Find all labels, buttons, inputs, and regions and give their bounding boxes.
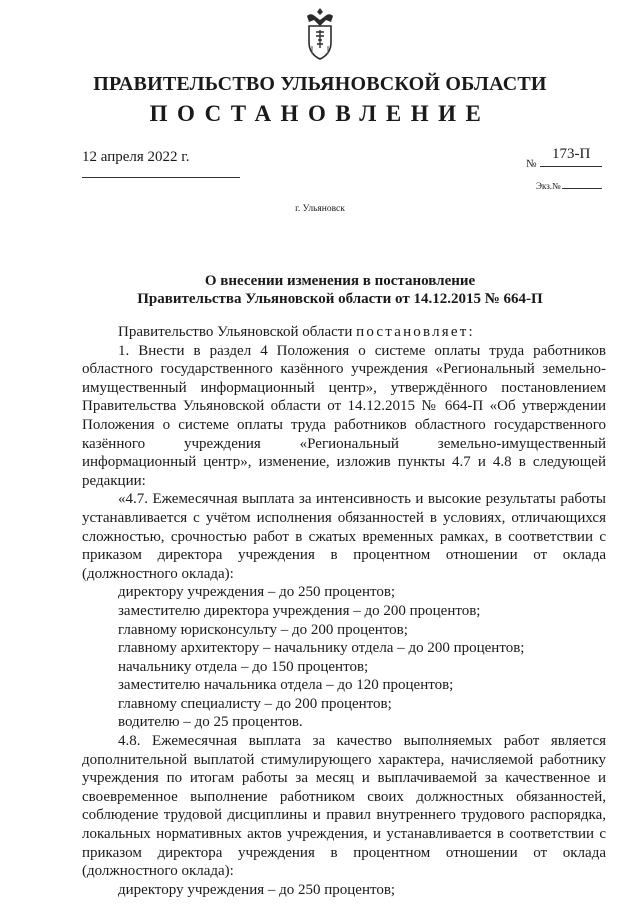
city-name: г. Ульяновск: [295, 204, 345, 214]
number-underline: [540, 166, 602, 167]
copy-number: [536, 181, 602, 191]
intro-paragraph: [82, 323, 606, 342]
list-item: заместителю начальника отдела – до 120 процентов;: [118, 677, 454, 694]
list-item: директору учреждения – до 250 процентов;: [118, 584, 396, 601]
list-item: водителю – до 25 процентов.: [118, 714, 303, 731]
document-body: [82, 323, 606, 899]
government-name: ПРАВИТЕЛЬСТВО УЛЬЯНОВСКОЙ ОБЛАСТИ: [93, 73, 547, 95]
intro-keyword: постановляет: [356, 324, 469, 340]
intro-prefix: Правительство Ульяновской области: [118, 324, 357, 340]
document-type: ПОСТАНОВЛЕНИЕ: [149, 101, 491, 126]
paragraph-4-7: «4.7. Ежемесячная выплата за интенсивность и высокие результаты работы устанавливается с учётом исполнения обязанностей в условиях, отличающихся сложностью, срочностью работ в сжатых временных рамках, в соответствии с приказом директора учреждения в процентном отношении от оклада (должностного оклада):: [82, 491, 606, 582]
paragraph-4-8: 4.8. Ежемесячная выплата за качество выполняемых работ является дополнительной выплатой стимулирующего характера, начисляемой работнику учреждения по итогам работы за месяц и выплачиваемой за качественное и своевременное выполнение работником своих должностных обязанностей, соблюдение трудовой дисциплины и правил внутреннего трудового распорядка, локальных нормативных актов учреждения, и устанавливается в соответствии с приказом директора учреждения в процентном отношении от оклада (должностного оклада):: [82, 733, 606, 880]
title-line-1: О внесении изменения в постановление: [204, 273, 476, 289]
list-item: главному специалисту – до 200 процентов;: [118, 695, 392, 712]
intro-suffix: :: [468, 324, 473, 340]
list-item: главному юрисконсульту – до 200 процентов;: [118, 621, 408, 638]
copy-underline: [562, 188, 602, 189]
number-label: №: [526, 158, 537, 170]
list-item: начальнику отдела – до 150 процентов;: [118, 658, 369, 675]
list-item: директору учреждения – до 250 процентов;: [118, 881, 396, 898]
list-item: заместителю директора учреждения – до 200 процентов;: [118, 602, 481, 619]
title-line-2: Правительства Ульяновской области от 14.12.2015 № 664-П: [137, 290, 543, 307]
coat-of-arms-icon: [301, 6, 339, 62]
paragraph-1: 1. Внести в раздел 4 Положения о системе оплаты труда работников областного государственного казённого учреждения «Региональный земельно-имущественный информационный центр», утверждённого постановлением Правительства Ульяновской области от 14.12.2015 № 664-П «Об утверждении Положения о системе оплаты труда работников областного государственного казённого учреждения «Региональный земельно-имущественный информационный центр», изменение, изложив пункты 4.7 и 4.8 в следующей редакции:: [82, 342, 606, 489]
document-title: [60, 273, 620, 308]
document-date: 12 апреля 2022 г.: [82, 149, 190, 165]
copy-label: Экз.№: [536, 181, 561, 191]
date-underline: [82, 177, 240, 178]
list-item: главному архитектору – начальнику отдела – до 200 процентов;: [118, 640, 525, 657]
document-number: 173-П: [552, 146, 591, 162]
